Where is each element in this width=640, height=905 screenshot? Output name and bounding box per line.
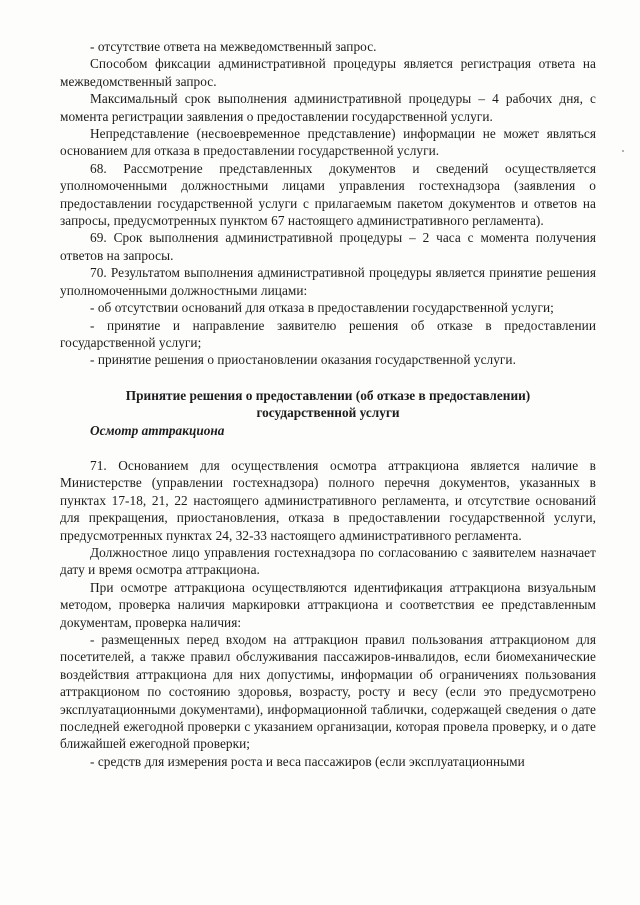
- paragraph-non-submission: Непредставление (несвоевременное представление) информации не может являться основанием для отказа в предоставлении государственной услуги.: [60, 126, 596, 159]
- scan-speck: [622, 150, 624, 152]
- spacer: [60, 439, 596, 457]
- section-heading: Принятие решения о предоставлении (об отказе в предоставлении) государственной услуги: [125, 387, 531, 421]
- paragraph-68: 68. Рассмотрение представленных документов и сведений осуществляется уполномоченными должностными лицами управления гостехнадзора (заявления о предоставлении государственной услуги с прилагаемым пакетом документов и ответов на запросы, предусмотренных пунктом 67 настоящего административного регламента).: [60, 160, 596, 229]
- paragraph-69: 69. Срок выполнения административной процедуры – 2 часа с момента получения ответов на запросы.: [60, 230, 596, 263]
- paragraph-inspection-scope: При осмотре аттракциона осуществляются идентификация аттракциона визуальным методом, проверка наличия маркировки аттракциона и соответствия ее представленным документам, проверка наличия:: [60, 579, 596, 630]
- paragraph-70: 70. Результатом выполнения административной процедуры является принятие решения уполномоченными должностными лицами:: [60, 265, 596, 298]
- subsection-heading: Осмотр аттракциона: [90, 422, 225, 438]
- list-item-rules-posted: - размещенных перед входом на аттракцион правил пользования аттракционом для посетителей, а также правил обслуживания пассажиров-инвалидов, если биомеханические воздействия аттракциона для них допустимы, информации об ограничениях пользования аттракционом по состоянию здоровья, возрасту, росту и весу (если это предусмотрено эксплуатационными документами), информационной таблички, содержащей сведения о дате последней ежегодной проверки с указанием организации, которая провела проверку, и о дате ближайшей ежегодной проверки;: [60, 632, 596, 752]
- paragraph-max-term: Максимальный срок выполнения административной процедуры – 4 рабочих дня, с момента регистрации заявления о предоставлении государственной услуги.: [60, 91, 596, 124]
- list-item-suspension: - принятие решения о приостановлении оказания государственной услуги.: [90, 352, 516, 368]
- list-item-measuring-means: - средств для измерения роста и веса пассажиров (если эксплуатационными: [90, 753, 525, 769]
- paragraph-fixation-method: Способом фиксации административной процедуры является регистрация ответа на межведомственный запрос.: [60, 56, 596, 89]
- list-item-no-grounds: - об отсутствии оснований для отказа в предоставлении государственной услуги;: [90, 300, 554, 316]
- paragraph-no-response: - отсутствие ответа на межведомственный запрос.: [90, 39, 377, 54]
- paragraph-71: 71. Основанием для осуществления осмотра аттракциона является наличие в Министерстве (управлении гостехнадзора) полного перечня документов, указанных в пунктах 17-18, 21, 22 настоящего административного регламента, и отсутствие оснований для прекращения, приостановления, отказа в предоставлении государственной услуги, предусмотренных пунктах 24, 32-33 настоящего административного регламента.: [60, 457, 596, 543]
- spacer: [60, 369, 596, 387]
- list-item-refusal: - принятие и направление заявителю решения об отказе в предоставлении государственной услуги;: [60, 317, 596, 350]
- paragraph-inspection-date: Должностное лицо управления гостехнадзора по согласованию с заявителем назначает дату и время осмотра аттракциона.: [60, 544, 596, 578]
